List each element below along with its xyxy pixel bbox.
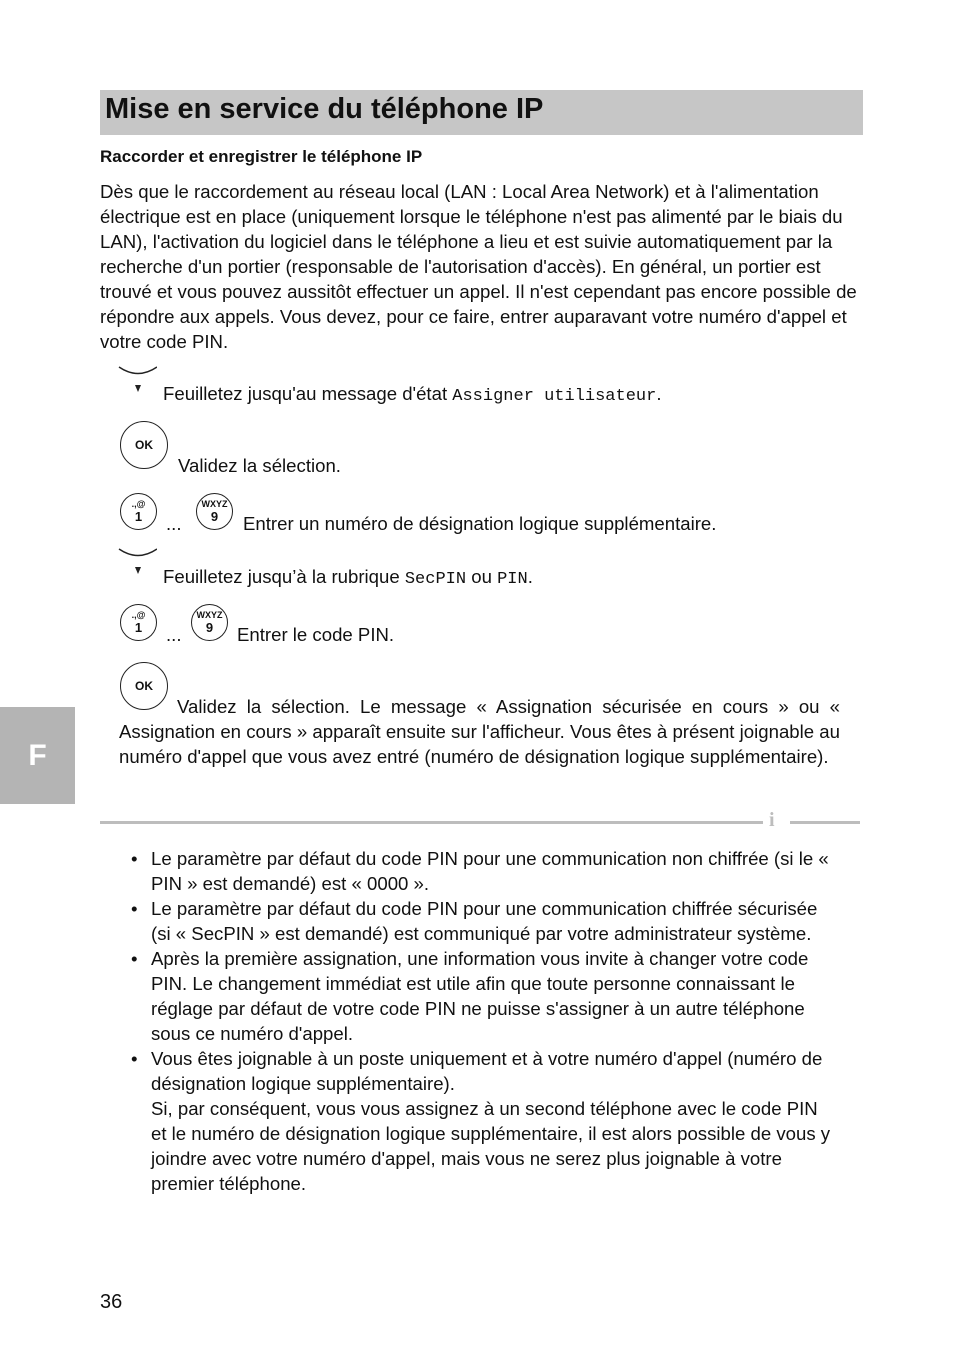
key-9-digit: 9 (205, 620, 214, 635)
info-notes-list (131, 846, 831, 1196)
section-subheading: Raccorder et enregistrer le téléphone IP (100, 147, 423, 166)
info-icon: i (769, 809, 775, 831)
key-1-symbols: .,@ (131, 499, 146, 509)
divider-line (100, 821, 763, 824)
page-number: 36 (100, 1291, 123, 1313)
info-divider (100, 809, 860, 831)
status-message-code: Assigner utilisateur (452, 387, 657, 406)
ok-key-label: OK (135, 679, 153, 693)
bullet: • (131, 898, 138, 919)
note-text: Le paramètre par défaut du code PIN pour une communication non chiffrée (si le « PIN » est demandé) est « 0000 ». (151, 848, 829, 894)
secpin-code: SecPIN (404, 570, 467, 589)
list-item (131, 846, 831, 896)
step-scroll-pin (163, 564, 533, 592)
navigation-down-icon (117, 546, 157, 576)
navigation-down-icon (117, 364, 157, 394)
punctuation: . (527, 566, 533, 587)
list-item (131, 1046, 831, 1196)
bullet: • (131, 1048, 138, 1069)
key-9-icon (196, 493, 233, 530)
key-9-digit: 9 (210, 509, 219, 524)
key-1-digit: 1 (134, 509, 143, 524)
step-scroll-status (163, 381, 662, 409)
step-confirm: Validez la sélection. (178, 455, 341, 476)
note-text-continued: Si, par conséquent, vous vous assignez à un second téléphone avec le code PIN et le numéro de désignation logique supplémentaire, il est alors possible de vous y joindre avec votre numéro d'appel, mais vous ne serez plus joignable à votre premier téléphone. (151, 1098, 831, 1194)
step-enter-number: Entrer un numéro de désignation logique supplémentaire. (243, 513, 717, 534)
step-confirm-assignment (119, 694, 840, 769)
bullet: • (131, 848, 138, 869)
key-1-icon (120, 604, 157, 641)
key-range-ellipsis: ... (166, 624, 182, 645)
note-text: Après la première assignation, une information vous invite à changer votre code PIN. Le changement immédiat est utile afin que toute personne connaissant le réglage par défaut de votre code PIN ne puisse s'assigner à un autre téléphone sous ce numéro d'appel. (151, 948, 809, 1044)
key-9-letters: WXYZ (196, 610, 223, 620)
punctuation: . (656, 383, 662, 404)
key-1-symbols: .,@ (131, 610, 146, 620)
intro-paragraph: Dès que le raccordement au réseau local (LAN : Local Area Network) et à l'alimentation électrique est en place (uniquement lorsque le téléphone n'est pas alimenté par le biais du LAN), l'activation du logiciel dans le téléphone a lieu et est suivie automatiquement par la recherche d'un portier (responsable de l'autorisation d'accès). En général, un portier est trouvé et vous pouvez aussitôt effectuer un appel. Il n'est cependant pas encore possible de répondre aux appels. Vous devez, pour ce faire, entrer auparavant votre numéro d'appel et votre code PIN. (100, 181, 857, 352)
ok-key-label: OK (135, 438, 153, 452)
note-text: Le paramètre par défaut du code PIN pour une communication chiffrée sécurisée (si « SecPIN » est demandé) est communiqué par votre administrateur système. (151, 898, 818, 944)
bullet: • (131, 948, 138, 969)
title-bar (100, 90, 863, 135)
step-enter-pin: Entrer le code PIN. (237, 624, 395, 645)
step-text-or: ou (466, 566, 498, 587)
step-confirm-text: Validez la sélection. Le message « Assignation sécurisée en cours » ou « Assignation en cours » apparaît ensuite sur l'afficheur. Vous êtes à présent joignable au numéro d'appel que vous avez entré (numéro de désignation logique supplémentaire). (119, 696, 840, 767)
list-item (131, 896, 831, 946)
step-text: Feuilletez jusqu’à la rubrique (163, 566, 405, 587)
key-9-icon (191, 604, 228, 641)
note-text: Vous êtes joignable à un poste uniquement et à votre numéro d'appel (numéro de désignation logique supplémentaire). (151, 1048, 823, 1094)
language-tab: F (0, 707, 75, 804)
key-1-digit: 1 (134, 620, 143, 635)
key-9-letters: WXYZ (201, 499, 228, 509)
ok-key-icon (120, 421, 168, 469)
key-range-ellipsis: ... (166, 513, 182, 534)
page-title: Mise en service du téléphone IP (105, 93, 544, 125)
step-text: Feuilletez jusqu'au message d'état (163, 383, 453, 404)
list-item (131, 946, 831, 1046)
pin-code: PIN (497, 570, 528, 589)
divider-line (790, 821, 860, 824)
key-1-icon (120, 493, 157, 530)
